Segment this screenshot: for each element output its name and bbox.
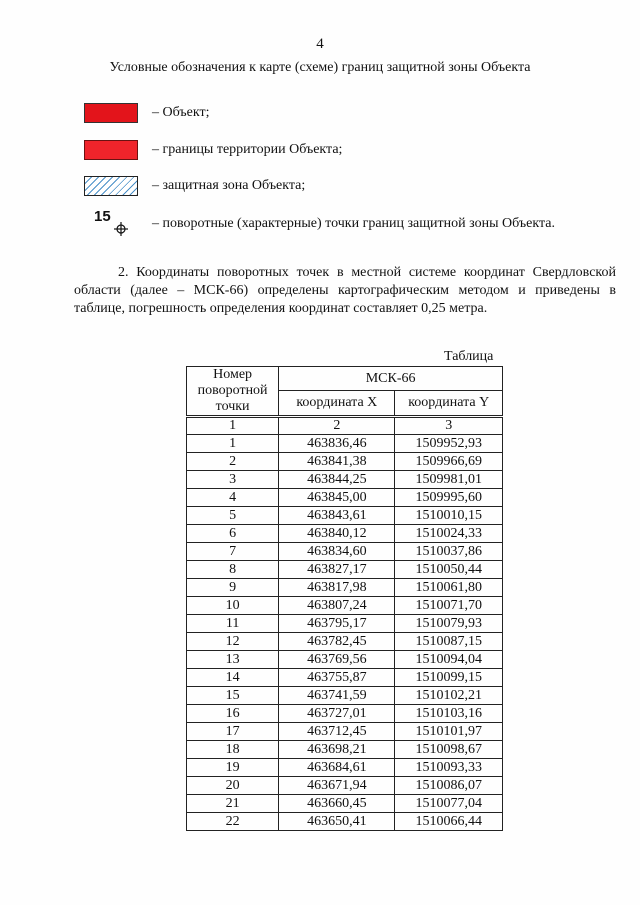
coord-x-cell: 463844,25	[279, 471, 395, 489]
coord-x-cell: 463840,12	[279, 525, 395, 543]
point-number-cell: 16	[187, 705, 279, 723]
coord-x-cell: 463650,41	[279, 813, 395, 831]
point-number: 15	[94, 208, 111, 225]
coord-y-cell: 1510077,04	[395, 795, 503, 813]
coord-x-cell: 463807,24	[279, 597, 395, 615]
coord-y-cell: 1510101,97	[395, 723, 503, 741]
point-number-cell: 20	[187, 777, 279, 795]
coord-x-cell: 463698,21	[279, 741, 395, 759]
object-swatch	[84, 103, 138, 123]
table-row	[187, 741, 503, 759]
legend-item-turning-point	[84, 208, 555, 235]
point-number-cell: 14	[187, 669, 279, 687]
table-row	[187, 543, 503, 561]
table-row	[187, 435, 503, 453]
coord-x-cell: 463795,17	[279, 615, 395, 633]
legend-item-object	[84, 102, 209, 124]
coord-y-cell: 1510087,15	[395, 633, 503, 651]
coord-y-cell: 1510024,33	[395, 525, 503, 543]
table-row	[187, 759, 503, 777]
point-number-cell: 10	[187, 597, 279, 615]
table-row	[187, 561, 503, 579]
table-row	[187, 597, 503, 615]
legend-label: – поворотные (характерные) точки границ защитной зоны Объекта.	[152, 216, 555, 231]
column-number: 2	[279, 417, 395, 435]
point-number-cell: 19	[187, 759, 279, 777]
coord-x-cell: 463836,46	[279, 435, 395, 453]
coord-y-cell: 1510093,33	[395, 759, 503, 777]
table-row	[187, 579, 503, 597]
coord-y-cell: 1510050,44	[395, 561, 503, 579]
point-number-cell: 11	[187, 615, 279, 633]
table-row	[187, 777, 503, 795]
point-number-cell: 4	[187, 489, 279, 507]
table-row	[187, 795, 503, 813]
coord-x-cell: 463755,87	[279, 669, 395, 687]
point-number-cell: 18	[187, 741, 279, 759]
coord-x-cell: 463782,45	[279, 633, 395, 651]
table-row	[187, 633, 503, 651]
crosshair-icon	[114, 222, 128, 236]
coord-y-cell: 1510102,21	[395, 687, 503, 705]
point-number-cell: 22	[187, 813, 279, 831]
point-number-cell: 17	[187, 723, 279, 741]
table-row	[187, 615, 503, 633]
table-row	[187, 507, 503, 525]
coord-y-cell: 1509966,69	[395, 453, 503, 471]
coord-x-cell: 463769,56	[279, 651, 395, 669]
table-row	[187, 705, 503, 723]
page-number: 4	[316, 36, 324, 52]
legend-item-protective-zone	[84, 175, 305, 197]
coord-y-cell: 1510061,80	[395, 579, 503, 597]
point-number-cell: 7	[187, 543, 279, 561]
paragraph-text: 2. Координаты поворотных точек в местной системе координат Свердловской области (далее – МСК-66) определены картографическим методом и приведены в таблице, погрешность определения координат составляет 0,25 метра.	[74, 265, 616, 316]
point-number-cell: 5	[187, 507, 279, 525]
table-row	[187, 453, 503, 471]
coord-y-cell: 1510103,16	[395, 705, 503, 723]
coord-y-cell: 1510037,86	[395, 543, 503, 561]
coord-y-cell: 1509952,93	[395, 435, 503, 453]
coord-y-cell: 1510098,67	[395, 741, 503, 759]
coord-y-cell: 1509995,60	[395, 489, 503, 507]
header-coord-y: координата Y	[395, 391, 503, 417]
point-number-cell: 12	[187, 633, 279, 651]
table-row	[187, 651, 503, 669]
coord-y-cell: 1509981,01	[395, 471, 503, 489]
coord-x-cell: 463827,17	[279, 561, 395, 579]
coord-x-cell: 463727,01	[279, 705, 395, 723]
point-number-cell: 21	[187, 795, 279, 813]
coord-x-cell: 463684,61	[279, 759, 395, 777]
point-number-cell: 15	[187, 687, 279, 705]
coord-y-cell: 1510099,15	[395, 669, 503, 687]
coord-y-cell: 1510086,07	[395, 777, 503, 795]
point-number-cell: 9	[187, 579, 279, 597]
coord-y-cell: 1510010,15	[395, 507, 503, 525]
table-row	[187, 687, 503, 705]
legend-item-boundary	[84, 139, 342, 161]
table-caption: Таблица	[444, 349, 494, 364]
legend-label: – Объект;	[152, 105, 210, 120]
coord-x-cell: 463660,45	[279, 795, 395, 813]
point-number-cell: 1	[187, 435, 279, 453]
column-number: 1	[187, 417, 279, 435]
legend-label: – границы территории Объекта;	[152, 142, 343, 157]
coord-x-cell: 463671,94	[279, 777, 395, 795]
table-row	[187, 489, 503, 507]
legend-label: – защитная зона Объекта;	[152, 178, 306, 193]
header-coord-x: координата X	[279, 391, 395, 417]
coordinates-paragraph	[74, 264, 616, 318]
coord-x-cell: 463712,45	[279, 723, 395, 741]
table-row	[187, 813, 503, 831]
point-number-cell: 8	[187, 561, 279, 579]
coord-y-cell: 1510094,04	[395, 651, 503, 669]
coord-y-cell: 1510079,93	[395, 615, 503, 633]
column-number: 3	[395, 417, 503, 435]
coord-x-cell: 463843,61	[279, 507, 395, 525]
coord-y-cell: 1510071,70	[395, 597, 503, 615]
point-number-cell: 13	[187, 651, 279, 669]
legend-title: Условные обозначения к карте (схеме) границ защитной зоны Объекта	[109, 60, 531, 75]
table-row	[187, 525, 503, 543]
coord-x-cell: 463845,00	[279, 489, 395, 507]
point-number-cell: 2	[187, 453, 279, 471]
table-row	[187, 723, 503, 741]
boundary-swatch	[84, 140, 138, 160]
header-point-number: Номер поворотной точки	[187, 367, 279, 417]
coord-x-cell: 463741,59	[279, 687, 395, 705]
turning-point-symbol	[84, 208, 138, 236]
point-number-cell: 3	[187, 471, 279, 489]
point-number-cell: 6	[187, 525, 279, 543]
column-numbers-row	[187, 417, 503, 435]
coord-y-cell: 1510066,44	[395, 813, 503, 831]
table-row	[187, 471, 503, 489]
header-msk66: МСК-66	[279, 367, 503, 391]
hatch-swatch	[84, 176, 138, 196]
table-body	[187, 435, 503, 831]
table-row	[187, 669, 503, 687]
coordinates-table	[186, 366, 503, 831]
coord-x-cell: 463817,98	[279, 579, 395, 597]
coord-x-cell: 463834,60	[279, 543, 395, 561]
coord-x-cell: 463841,38	[279, 453, 395, 471]
